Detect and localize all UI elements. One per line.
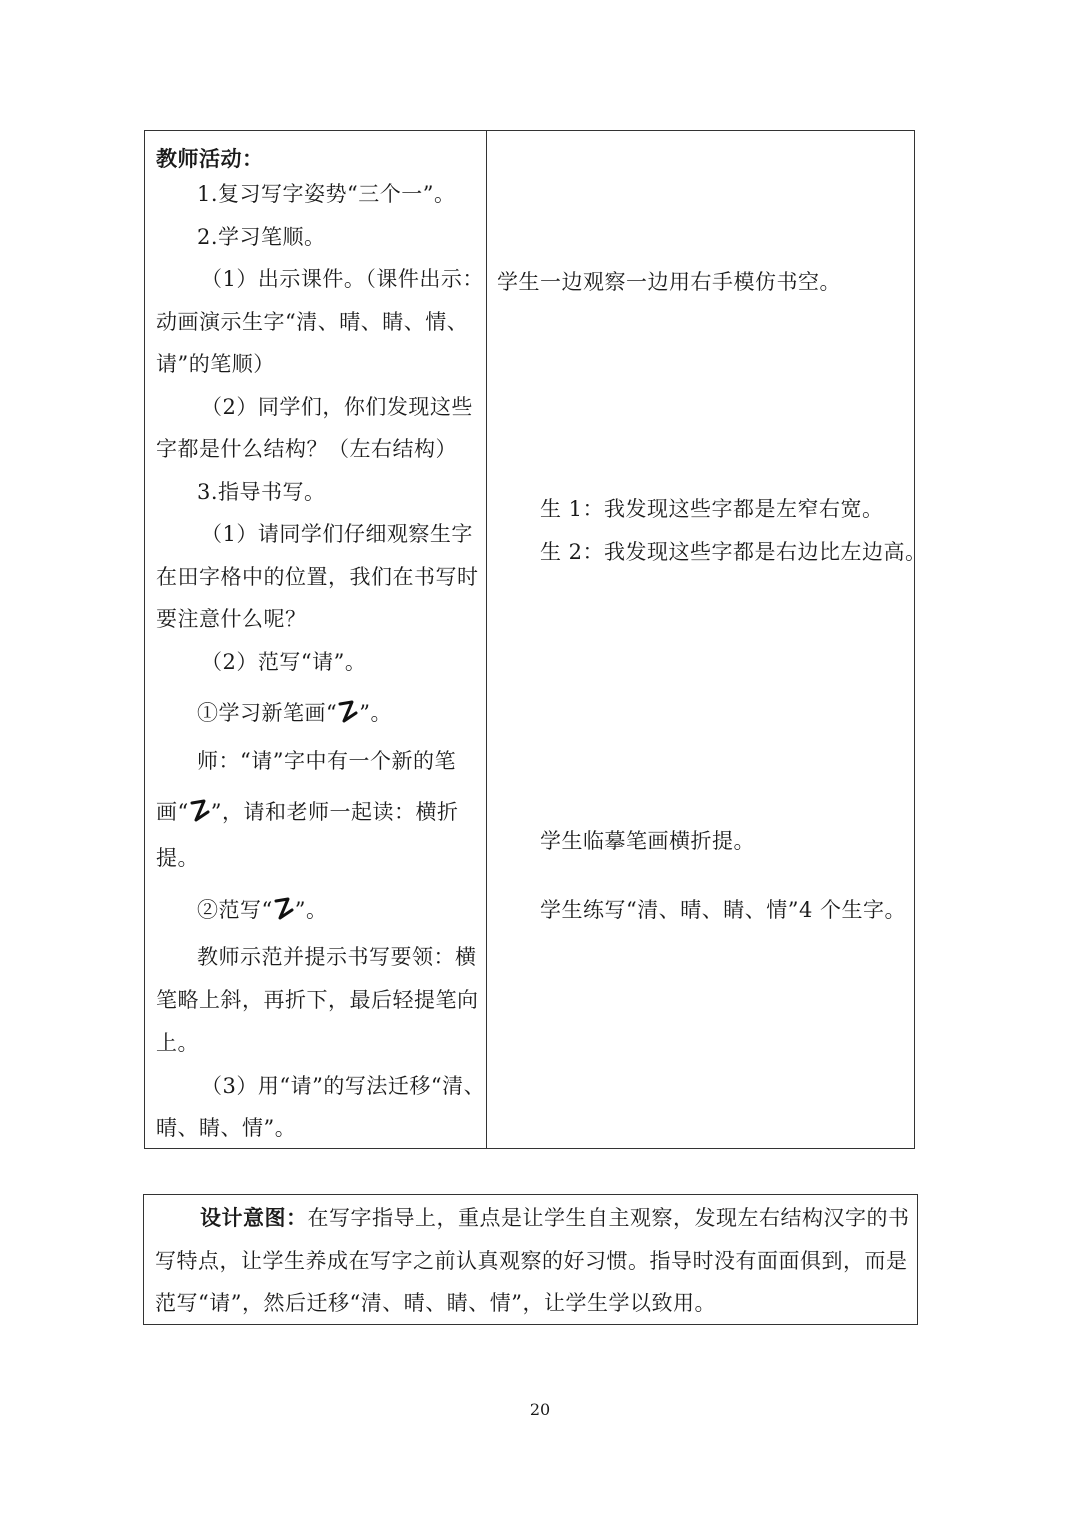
teacher-line: （1）请同学们仔细观察生字 xyxy=(201,522,473,546)
teacher-line: 晴、睛、情”。 xyxy=(156,1116,297,1140)
teacher-line: 3.指导书写。 xyxy=(197,480,326,504)
student-line: 学生临摹笔画横折提。 xyxy=(540,829,755,853)
teacher-line: （2）同学们，你们发现这些 xyxy=(201,395,473,419)
design-intent-line: 写特点，让学生养成在写字之前认真观察的好习惯。指导时没有面面俱到，而是 xyxy=(155,1249,908,1273)
design-intent-line: 范写“请”，然后迁移“清、晴、睛、情”，让学生学以致用。 xyxy=(155,1291,716,1315)
teacher-line: 教师示范并提示书写要领：横 xyxy=(197,945,477,969)
page-number: 20 xyxy=(529,1400,551,1419)
teacher-line: 字都是什么结构？（左右结构） xyxy=(156,437,457,461)
teacher-line: 在田字格中的位置，我们在书写时 xyxy=(156,565,479,589)
new-stroke-line: ①学习新笔画“ ”。 xyxy=(197,701,392,725)
teacher-line: 动画演示生字“清、晴、睛、情、 xyxy=(156,310,469,334)
teacher-line: 上。 xyxy=(156,1031,199,1055)
student-line: 生 2：我发现这些字都是右边比左边高。 xyxy=(540,540,927,564)
teacher-heading: 教师活动： xyxy=(156,146,264,171)
teacher-line: 笔略上斜，再折下，最后轻提笔向 xyxy=(156,988,479,1012)
teacher-line: 2.学习笔顺。 xyxy=(197,225,326,249)
teacher-line: （1）出示课件。（课件出示： xyxy=(201,267,484,291)
teacher-line: 要注意什么呢？ xyxy=(156,607,307,631)
stroke-read-line: 画“ ”，请和老师一起读：横折 xyxy=(156,800,459,824)
heng-zhe-ti-stroke-icon xyxy=(337,699,359,725)
design-intent-box xyxy=(143,1194,918,1325)
lesson-table xyxy=(144,130,927,1149)
teacher-line: （3）用“请”的写法迁移“清、 xyxy=(201,1074,486,1098)
teacher-line: 1.复习写字姿势“三个一”。 xyxy=(197,182,456,206)
teacher-line: 请”的笔顺） xyxy=(156,352,275,376)
demo-stroke-line: ②范写“ ”。 xyxy=(197,898,328,922)
column-divider xyxy=(486,131,487,1148)
student-line: 学生一边观察一边用右手模仿书空。 xyxy=(497,270,841,294)
student-line: 学生练写“清、晴、睛、情”4 个生字。 xyxy=(540,898,907,922)
heng-zhe-ti-stroke-icon xyxy=(189,798,211,824)
heng-zhe-ti-stroke-icon xyxy=(273,896,295,922)
teacher-line: （2）范写“请”。 xyxy=(201,650,367,674)
teacher-line: 师：“请”字中有一个新的笔 xyxy=(197,749,456,773)
design-intent-label: 设计意图： xyxy=(200,1205,308,1230)
teacher-line: 提。 xyxy=(156,846,199,870)
design-intent-line: 设计意图：在写字指导上，重点是让学生自主观察，发现左右结构汉字的书 xyxy=(200,1205,910,1230)
student-line: 生 1：我发现这些字都是左窄右宽。 xyxy=(540,497,884,521)
